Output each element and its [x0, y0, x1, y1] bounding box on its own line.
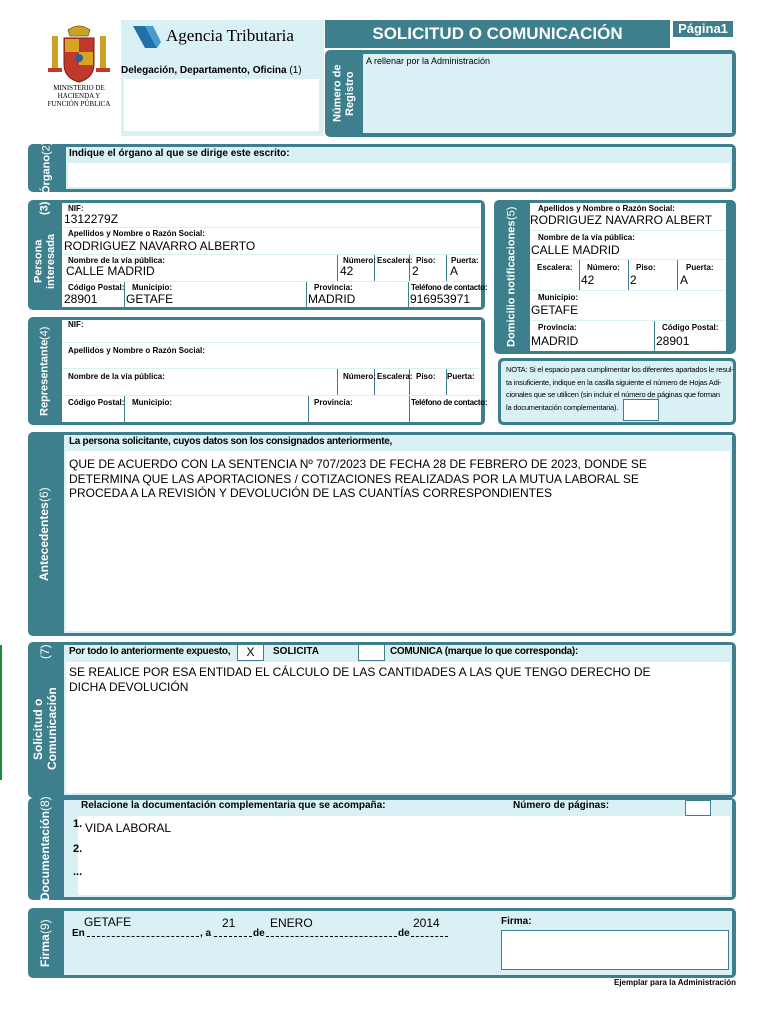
documentacion-side-num: (8) [38, 796, 53, 812]
representante-municipio-label: Municipio: [132, 398, 172, 407]
organo-side-num: (2) [40, 141, 53, 156]
documentacion-side-title [30, 796, 62, 902]
firma-year-value[interactable]: 2014 [413, 916, 440, 930]
agency-logo-icon [131, 24, 163, 50]
ministry-line: HACIENDA Y [57, 92, 101, 100]
firma-side-title [30, 910, 62, 976]
domicilio-municipio-value: GETAFE [531, 303, 579, 317]
interesado-side-title [30, 202, 60, 308]
domicilio-street-value: CALLE MADRID [531, 243, 620, 257]
nota-line: la documentación complementaria). [506, 402, 619, 412]
interesado-numero-label: Número: [343, 256, 376, 265]
firma-year-line [411, 936, 448, 937]
firma-day-line [214, 936, 252, 937]
representante-name-label: Apellidos y Nombre o Razón Social: [68, 346, 205, 355]
organo-side-title [30, 141, 64, 195]
interesado-street-label: Nombre de la vía pública: [68, 256, 165, 265]
representante-side-num: (4) [38, 326, 51, 340]
organo-field[interactable] [68, 163, 730, 187]
interesado-telefono-label: Teléfono de contacto: [411, 283, 488, 292]
solicitud-text [69, 665, 651, 694]
agency-name: Agencia Tributaria [166, 26, 294, 45]
antecedentes-intro: La persona solicitante, cuyos datos son los consignados anteriormente, [69, 436, 392, 447]
nota-line: cionales que se utilicen (sin incluir el número de páginas que forman [506, 390, 720, 399]
doc-item-3-num: ... [73, 866, 83, 878]
solicitud-line: DICHA DEVOLUCIÓN [69, 679, 189, 694]
interesado-escalera-label: Escalera: [377, 256, 413, 265]
interesado-piso-label: Piso: [416, 256, 436, 265]
firma-city-line [87, 936, 199, 937]
firma-de1-label: de [253, 928, 265, 939]
interesado-puerta-label: Puerta: [451, 256, 479, 265]
representante-provincia-label: Provincia: [314, 398, 353, 407]
representante-nif-field[interactable] [62, 320, 481, 342]
domicilio-puerta-value: A [680, 273, 689, 287]
interesado-nif-field[interactable] [62, 203, 481, 227]
divider [408, 282, 409, 307]
divider [628, 260, 629, 290]
documentacion-field[interactable] [78, 816, 730, 895]
ministry-name [38, 84, 120, 108]
solicita-checkbox[interactable]: X [237, 644, 264, 661]
firma-month-line [266, 936, 397, 937]
signature-field[interactable] [501, 930, 729, 970]
domicilio-provincia-label: Provincia: [538, 323, 577, 332]
solicitud-side-title [30, 644, 62, 796]
interesado-numero-value: 42 [340, 264, 354, 278]
divider [446, 255, 447, 281]
interesado-municipio-label: Municipio: [132, 283, 172, 292]
firma-month-value[interactable]: ENERO [270, 916, 313, 930]
comunica-label: COMUNICA (marque lo que corresponda): [390, 646, 578, 657]
footer-note: Ejemplar para la Administración [614, 978, 736, 987]
comunica-checkbox[interactable] [358, 644, 385, 661]
domicilio-side-title [496, 202, 528, 352]
representante-piso-label: Piso: [416, 372, 436, 381]
representante-side-text: Representante [38, 339, 51, 416]
additional-sheets-input[interactable] [623, 399, 659, 421]
firma-de2-label: de [398, 928, 410, 939]
margin-marker [0, 645, 2, 780]
divider [308, 396, 309, 422]
interesado-nif-value: 1312279Z [64, 212, 119, 226]
interesado-piso-value: 2 [412, 264, 419, 278]
representante-cp-label: Código Postal: [68, 398, 125, 407]
domicilio-side-text: Domicilio notificaciones [505, 220, 518, 347]
interesado-side-text: Persona interesada [32, 234, 57, 290]
solicitud-side-num: (7) [38, 644, 53, 659]
pages-label: Número de páginas: [513, 800, 610, 811]
domicilio-numero-label: Número: [587, 263, 620, 272]
pages-input[interactable] [685, 800, 711, 816]
representante-street-label: Nombre de la vía pública: [68, 372, 165, 381]
documentacion-side-text: Documentación [38, 811, 53, 902]
domicilio-puerta-label: Puerta: [686, 263, 714, 272]
representante-nif-label: NIF: [68, 320, 84, 329]
ministry-line: MINISTERIO DE [53, 84, 105, 92]
office-label-text: Delegación, Departamento, Oficina [121, 65, 287, 76]
firma-en-label: En [72, 928, 85, 939]
divider [409, 396, 410, 422]
interesado-cp-value: 28901 [64, 292, 98, 306]
divider [677, 260, 678, 290]
antecedentes-side-title [30, 434, 60, 634]
firma-label: Firma: [501, 916, 532, 927]
firma-side-text: Firma [38, 934, 53, 967]
solicitud-side-text: Solicitud o Comunicación [31, 687, 59, 771]
domicilio-cp-value: 28901 [656, 334, 690, 348]
interesado-provincia-label: Provincia: [314, 283, 353, 292]
domicilio-provincia-value: MADRID [531, 334, 579, 348]
doc-item-2-num: 2. [73, 843, 83, 855]
domicilio-piso-value: 2 [630, 273, 637, 287]
domicilio-cp-label: Código Postal: [662, 323, 719, 332]
interesado-side-num: (3) [38, 202, 51, 216]
interesado-street-value: CALLE MADRID [66, 264, 155, 278]
representante-telefono-label: Teléfono de contacto: [411, 398, 488, 407]
representante-side-title [30, 319, 60, 423]
divider [306, 282, 307, 307]
nota-text [506, 364, 734, 414]
divider [337, 255, 338, 281]
registry-side-title: Número de Registro [331, 64, 356, 123]
interesado-telefono-value: 916953971 [410, 292, 471, 306]
domicilio-name-value: RODRIGUEZ NAVARRO ALBERT [530, 213, 713, 227]
interesado-provincia-value: MADRID [308, 292, 356, 306]
antecedentes-line: PROCEDA A LA REVISIÓN Y DEVOLUCIÓN DE LAS CUANTÍAS CORRESPONDIENTES [69, 486, 553, 500]
firma-day-value[interactable]: 21 [222, 916, 236, 930]
firma-a-label: , a [200, 928, 212, 939]
form-title: SOLICITUD O COMUNICACIÓN [372, 24, 623, 43]
representante-puerta-label: Puerta: [447, 372, 475, 381]
domicilio-name-label: Apellidos y Nombre o Razón Social: [538, 204, 675, 213]
domicilio-street-label: Nombre de la vía pública: [538, 233, 635, 242]
registry-note: A rellenar por la Administración [366, 56, 491, 66]
interesado-cp-label: Código Postal: [68, 283, 125, 292]
nota-line: ta insuficiente, indique en la casilla siguiente el número de Hojas Adi- [506, 377, 722, 387]
antecedentes-side-text: Antecedentes [37, 501, 52, 581]
interesado-municipio-value: GETAFE [126, 292, 174, 306]
interesado-name-label: Apellidos y Nombre o Razón Social: [68, 229, 205, 238]
antecedentes-side-num: (6) [37, 487, 52, 502]
ministry-line: FUNCIÓN PÚBLICA [47, 100, 111, 108]
domicilio-side-num: (5) [505, 207, 518, 221]
doc-item-1-num: 1. [73, 818, 83, 830]
interesado-name-value: RODRIGUEZ NAVARRO ALBERTO [64, 239, 256, 253]
divider [579, 260, 580, 290]
government-crest [48, 24, 110, 84]
doc-item-1-text: VIDA LABORAL [85, 821, 172, 835]
divider [654, 321, 655, 351]
firma-side-num: (9) [38, 919, 53, 934]
organo-prompt: Indique el órgano al que se dirige este escrito: [69, 148, 290, 159]
solicitud-intro: Por todo lo anteriormente expuesto, [69, 646, 231, 657]
nota-line: NOTA: Si el espacio para cumplimentar los diferentes apartados le resul- [506, 365, 734, 374]
domicilio-municipio-label: Municipio: [538, 293, 578, 302]
firma-city-value[interactable]: GETAFE [84, 915, 132, 929]
interesado-puerta-value: A [450, 264, 459, 278]
page-label: Página1 [678, 21, 728, 36]
organo-side-text: Órgano [40, 155, 53, 195]
documentacion-prompt: Relacione la documentación complementaria que se acompaña: [81, 800, 386, 811]
domicilio-piso-label: Piso: [636, 263, 656, 272]
domicilio-escalera-label: Escalera: [537, 263, 573, 272]
office-label [121, 65, 302, 76]
representante-numero-label: Número: [343, 372, 376, 381]
solicitud-line: SE REALICE POR ESA ENTIDAD EL CÁLCULO DE LAS CANTIDADES A LAS QUE TENGO DERECHO DE [69, 665, 651, 679]
representante-escalera-label: Escalera: [377, 372, 413, 381]
office-ref: (1) [289, 65, 302, 76]
antecedentes-text [69, 457, 647, 501]
divider [337, 369, 338, 395]
interesado-nif-label: NIF: [68, 204, 84, 213]
antecedentes-line: QUE DE ACUERDO CON LA SENTENCIA Nº 707/2023 DE FECHA 28 DE FEBRERO DE 2023, DONDE SE [69, 457, 647, 471]
office-field[interactable] [124, 79, 319, 131]
solicita-label: SOLICITA [273, 646, 319, 657]
antecedentes-line: DETERMINA QUE LAS APORTACIONES / COTIZACIONES REALIZADAS POR LA MUTUA LABORAL SE [69, 471, 639, 486]
domicilio-numero-value: 42 [581, 273, 595, 287]
